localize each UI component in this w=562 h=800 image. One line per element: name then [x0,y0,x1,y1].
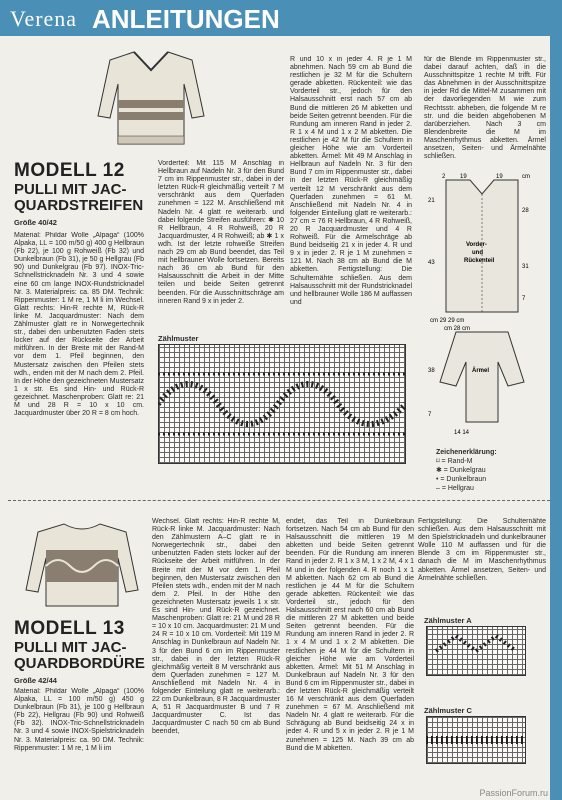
legend-item: ✱ = Dunkelgrau [436,467,486,474]
model-13-size: Größe 42/44 [14,676,57,685]
schematic-sleeve-label: Ärmel [472,368,490,374]
model-13-chart-c-label: Zählmuster C [424,706,472,715]
schematic-side-7: 7 [522,296,526,302]
model-13-subtitle: PULLI MIT JAC- QUARDBORDÜRE [14,639,145,672]
model-12-subtitle: PULLI MIT JAC- QUARDSTREIFEN [14,181,144,214]
schematic-sleeve-38: 38 [428,368,435,374]
legend-item: – = Hellgrau [436,485,474,492]
model-12-chart-motif [158,344,406,464]
model-12-text-col1: Material: Phildar Wolle „Alpaga“ (100% Alpaka, LL = 100 m/50 g) 400 g Hellbraun (Fb 22), je 100 g Rohweiß (Fb 32) und Dunkelbraun (Fb 31), je 50 g Hellgrau (Fb 90) und Dunkelgrau (Fb 97). INOX-Tric-Schnellstricknadeln Nr. 3 und 4 sowie eine 60 cm lange INOX-Rundstricknadel Nr. 3. Materialpreis: ca. 85 DM. Technik: Rippenmuster: 1 M re, 1 M li im Wechsel. Glatt rechts: Hin-R rechte M, Rück-R linke M. Jacquardmuster: Nach dem Zählmuster glatt re in Norwegertechnik str., dabei den unbenutzten Faden stets locker auf der Rückseite der Arbeit mitführen. In der Breite mit der Rand-M vor dem 1. Pfeil beginnen, den Mustersatz zwischen den Pfeilen stets wdh., enden mit der M nach dem 2. Pfeil. In der Höhe den gezeichneten Mustersatz 1 x str. Es sind Hin- und Rück-R gezeichnet. Maschenproben: Glatt re: 21 M und 28 R = 10 x 10 cm. Jacquardmuster über 20 R = 8 cm hoch. [14,232,144,418]
sweater-illustration-13 [22,520,142,610]
svg-text:Rückenteil: Rückenteil [464,258,495,264]
schematic-side-21: 21 [428,198,435,204]
section-divider [8,500,550,501]
model-12-title: MODELL 12 [14,160,125,181]
model-12-text-col3: R und 10 x in jeder 4. R je 1 M abnehmen. Nach 59 cm ab Bund die restlichen je 32 M für die Schultern gerade abketten. Rückenteil: wie das Vorderteil str., jedoch für den Halsausschnitt erst nach 57 cm ab Bund die mittleren 26 M abketten und beide Seiten getrennt beenden. Für die Rundung am inneren Rand in jeder 2. R 1 x 4 M und 1 x 2 M abketten. Die restlichen je 42 M für die Schultern in gleicher Höhe wie am Vorderteil abketten. Ärmel: Mit 49 M Anschlag in Hellbraun auf Nadeln Nr. 3 für den Bund 7 cm im Rippenmuster str., dabei in der letzten Rück-R gleichmäßig verteilt 12 M verschränkt aus dem Querfaden zunehmen = 61 M. Anschließend mit Nadeln Nr. 4 in folgender Einteilung glatt re weiterarb.: 27 cm = 76 R Hellbraun, 4 R Rohweiß, 20 R Jacquardmuster und 4 R Rohweiß. Für die Armelschräge ab Bund beidseitig 21 x in jeder 4. R und 9 x in jeder 2. R je 1 M zunehmen = 121 M. Nach 38 cm ab Bund die M abketten. Fertigstellung: Die Schulternähte schließen. Aus dem Halsausschnitt mit der Rundstricknadel und hellbrauner Wolle 186 M auffassen und [290,56,412,306]
schematic-top-2: 19 [460,174,467,180]
model-13-chart-c-motif [426,716,526,764]
schematic-sleeve-7: 7 [428,412,432,418]
brand-name: Verena [10,6,78,31]
schematic-side-43: 43 [428,260,435,266]
section-title: ANLEITUNGEN [92,4,280,34]
legend-item: ⌑ = Rand-M [436,458,473,465]
schematic-sleeve-bottom: 14 14 [454,430,470,436]
schematic-side-31: 31 [522,264,529,270]
schematic-sleeve-top: cm 28 cm [444,326,471,332]
model-12-schematic [426,172,538,440]
schematic-top-3: 19 [496,174,503,180]
source-watermark: PassionForum.ru [479,788,548,798]
model-12-text-col4: für die Blende im Rippenmuster str., dabei darauf achten, daß in die Ausschnittspitze 1 rechte M trifft. Für das Abnehmen in der Ausschnittspitze in jeder Rd die Mittel-M zusammen mit der davorliegenden M wie zum Rechtsstr. abheben, die folgende M re str. und die beiden abgehobenen M darüberziehen. Nach 3 cm Blendenbreite die M im Maschenrhythmus abketten. Ärmel ansetzen, Seiten- und Ärmelnähte schließen. [424,56,546,161]
legend-item: • = Dunkelbraun [436,476,487,483]
model-12-size: Größe 40/42 [14,218,57,227]
model-13-title: MODELL 13 [14,618,125,639]
schematic-top-1: 2 [442,174,446,180]
legend-title: Zeichenerklärung: [436,449,497,456]
model-12-legend [436,448,497,493]
sweater-illustration-12 [96,48,206,148]
model-13-chart-a-label: Zählmuster A [424,616,472,625]
model-13-text-col1: Material: Phildar Wolle „Alpaga“ (100% Alpaka, LL = 100 m/50 g) 450 g Dunkelbraun (Fb 31), je 100 g Hellbraun (Fb 22), Hellgrau (Fb 90) und Rohweiß (Fb 32). INOX-Tric-Schnellstricknadeln Nr. 3 und 4 sowie INOX-Spielstricknadeln Nr. 3. Materialpreis: ca. 90 DM. Technik: Rippenmuster: 1 M re, 1 M li im [14,688,144,752]
page-edge-band [550,0,562,800]
model-12-chart-label: Zählmuster [158,334,199,343]
model-13-chart-a-motif [426,626,526,676]
schematic-side-28: 28 [522,208,529,214]
model-13-text-col4: Fertigstellung: Die Schulternähte schließen. Aus dem Halsausschnitt mit den Spielstricknadeln und dunkelbrauner Wolle 110 M auffassen und für die Blende 3 cm im Rippenmuster str., danach die M im Maschenrhythmus abketten. Ärmel ansetzen, Seiten- und Ärmelnähte schließen. [418,518,546,582]
schematic-top-cm: cm [522,174,530,180]
model-13-text-col2: Wechsel. Glatt rechts: Hin-R rechte M, Rück-R linke M. Jacquardmuster: Nach den Zählmustern A–C glatt re in Norwegertechnik str., dabei den unbenutzten Faden stets locker auf der Rückseite der Arbeit mitführen. In der Breite mit der M vor dem 1. Pfeil beginnen, den Mustersatz zwischen den Pfeilen stets wdh., enden mit der M nach dem 2. Pfeil. In der Höhe den gezeichneten Mustersatz jeweils 1 x str. Es sind Hin- und Rück-R gezeichnet. Maschenproben: Glatt re: 21 M und 28 R = 10 x 10 cm. Jacquardmuster: 21 M und 24 R = 10 x 10 cm. Vorderteil: Mit 119 M Anschlag in Dunkelbraun auf Nadeln Nr. 3 für den Bund 6 cm im Rippenmuster str., dabei in der letzten Rück-R gleichmäßig verteilt 8 M verschränkt aus dem Querfaden zunehmen = 127 M. Anschließend mit Nadeln Nr. 4 in folgender Einteilung glatt re weiterarb.: 22 cm Dunkelbraun, 8 R Jacquardmuster A, 51 R Jacquardmuster B und 7 R Jacquardmuster C. Ist das Jacquardmuster C nach 50 cm ab Bund beendet, [152,518,280,736]
magazine-header [0,0,562,36]
svg-text:und: und [472,250,483,256]
model-12-text-col2: Vorderteil: Mit 115 M Anschlag in Hellbraun auf Nadeln Nr. 3 für den Bund 7 cm im Rippenmuster str., dabei in der letzten Rück-R gleichmäßig verteilt 7 M verschränkt aus dem Querfaden zunehmen = 122 M. Anschließend mit Nadeln Nr. 4 glatt re weiterarb. und dabei folgende Streifen ausführen: ✱ 10 R Hellbraun, 4 R Rohweiß, 20 R Jacquardmuster, 4 R Rohweiß; ab ✱ 1 x wdh. Ist der letzte rohweiße Streifen nach 29 cm ab Bund beendet, das Teil mit hellbrauner Wolle fortsetzen. Bereits nach 36 cm ab Bund für den Halsausschnitt die Arbeit in der Mitte teilen und beide Seiten getrennt beenden. Für die Ausschnittschräge am inneren Rand 9 x in jeder 2. [158,160,284,305]
schematic-body-label: Vorder- [466,242,487,248]
model-13-text-col3: endet, das Teil in Dunkelbraun fortsetzen. Nach 54 cm ab Bund für den Halsausschnitt die mittleren 19 M abketten und beide Seiten getrennt beenden. Für die Rundung am inneren Rand in jeder 2. R 1 x 3 M, 1 x 2 M, 4 x 1 M und in der folgenden 4. R noch 1 x 1 M abketten. Nach 62 cm ab Bund die restlichen je 44 M für die Schultern gerade abketten. Rückenteil: wie das Vorderteil str., jedoch für den Halsausschnitt erst nach 60 cm ab Bund die mittleren 27 M abketten und beide Seiten getrennt beenden. Für die Rundung am inneren Rand in jeder 2. R 1 x 4 M und 1 x 2 M abketten. Die restlichen je 44 M für die Schultern in gleicher Höhe wie am Vorderteil abketten. Ärmel: Mit 51 M Anschlag in Dunkelbraun auf Nadeln Nr. 3 für den Bund 6 cm im Rippenmuster str., dabei in der letzten Rück-R gleichmäßig verteilt 16 M verschränkt aus dem Querfaden zunehmen = 67 M. Anschließend mit Nadeln Nr. 4 glatt re weiterarb. Für die Schrägung ab Bund beidseitig 24 x in jeder 4. R und 5 x in jeder 2. R je 1 M zunehmen = 125 M. Nach 39 cm ab Bund die M abketten. [286,518,414,752]
schematic-bottom: cm 29 29 cm [430,318,465,324]
